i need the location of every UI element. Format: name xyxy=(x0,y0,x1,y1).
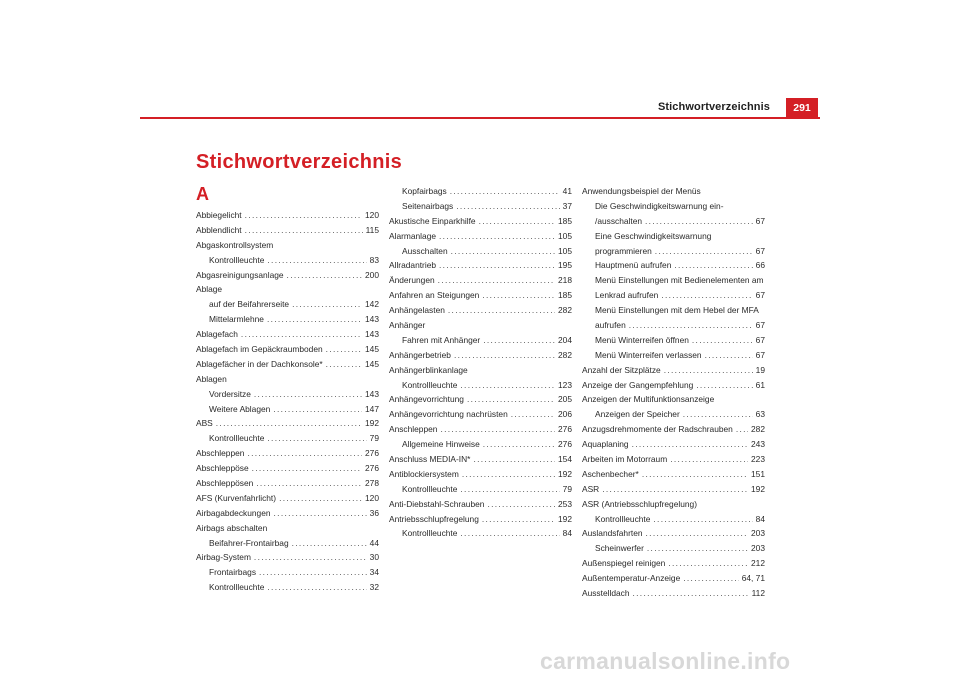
index-entry-page: 145 xyxy=(365,358,379,369)
index-entry xyxy=(389,318,572,333)
dot-leader xyxy=(479,214,555,229)
dot-leader xyxy=(216,416,362,431)
index-entry-page: 123 xyxy=(558,379,572,390)
index-entry-text: Hauptmenü aufrufen xyxy=(595,260,672,271)
index-entry-text: ASR xyxy=(582,483,600,494)
index-entry-text: Abschleppen xyxy=(196,448,245,459)
index-entry-text: ASR (Antriebsschlupfregelung) xyxy=(582,498,697,509)
index-entry-page: 67 xyxy=(755,215,765,226)
index-entry xyxy=(196,446,379,461)
index-entry-page: 147 xyxy=(365,403,379,414)
index-entry xyxy=(389,512,572,527)
index-entry-text: Abschleppösen xyxy=(196,478,254,489)
index-entry xyxy=(582,273,765,288)
index-entry-page: 203 xyxy=(751,543,765,554)
index-entry-text: Beifahrer-Frontairbag xyxy=(209,537,289,548)
index-entry-page: 253 xyxy=(558,498,572,509)
index-entry xyxy=(582,318,765,333)
index-entry-page: 79 xyxy=(562,483,572,494)
index-entry-text: Anzeigen der Multifunktionsanzeige xyxy=(582,394,715,405)
index-entry xyxy=(389,273,572,288)
index-entry-page: 63 xyxy=(755,409,765,420)
index-entry xyxy=(582,512,765,527)
index-entry-text: Airbag-System xyxy=(196,552,251,563)
index-entry-text: Ablagefach xyxy=(196,329,238,340)
index-entry-page: 61 xyxy=(755,379,765,390)
index-entry-text: Anzugsdrehmomente der Radschrauben xyxy=(582,424,733,435)
index-entry xyxy=(389,467,572,482)
index-entry xyxy=(389,333,572,348)
index-entry xyxy=(582,392,765,407)
index-entry xyxy=(389,437,572,452)
dot-leader xyxy=(642,467,748,482)
index-entry-text: aufrufen xyxy=(595,320,626,331)
dot-leader xyxy=(267,253,366,268)
index-entry-text: Abblendlicht xyxy=(196,224,242,235)
index-entry-page: 212 xyxy=(751,558,765,569)
index-entry xyxy=(196,476,379,491)
index-entry-page: 112 xyxy=(751,588,765,599)
index-entry-page: 276 xyxy=(365,463,379,474)
index-entry-page: 143 xyxy=(365,388,379,399)
index-entry-page: 32 xyxy=(369,582,379,593)
index-entry-text: Die Geschwindigkeitswarnung ein- xyxy=(595,200,724,211)
index-entry-text: Anzeigen der Speicher xyxy=(595,409,680,420)
dot-leader xyxy=(267,431,366,446)
dot-leader xyxy=(674,258,752,273)
index-entry xyxy=(389,407,572,422)
dot-leader xyxy=(438,273,555,288)
index-entry-page: 192 xyxy=(365,418,379,429)
index-entry xyxy=(196,536,379,551)
dot-leader xyxy=(440,422,555,437)
index-entry xyxy=(196,387,379,402)
dot-leader xyxy=(683,407,753,422)
index-entry xyxy=(389,184,572,199)
dot-leader xyxy=(632,437,748,452)
index-entry xyxy=(196,357,379,372)
index-entry-text: Kontrollleuchte xyxy=(209,582,265,593)
index-entry-page: 143 xyxy=(365,329,379,340)
index-entry xyxy=(196,268,379,283)
index-entry-page: 185 xyxy=(558,290,572,301)
index-entry-text: Aquaplaning xyxy=(582,439,629,450)
index-entry xyxy=(582,467,765,482)
index-entry-page: 205 xyxy=(558,394,572,405)
index-entry-text: Anwendungsbeispiel der Menüs xyxy=(582,186,701,196)
index-entry-text: Frontairbags xyxy=(209,567,257,578)
dot-leader xyxy=(696,378,752,393)
index-entry-page: 67 xyxy=(755,245,765,256)
index-entry-text: Antiblockiersystem xyxy=(389,468,459,479)
index-entry-page: 41 xyxy=(562,186,572,196)
dot-leader xyxy=(655,244,753,259)
index-entry-page: 120 xyxy=(365,210,379,220)
dot-leader xyxy=(633,586,749,601)
index-entry-page: 195 xyxy=(558,260,572,271)
index-entry-page: 83 xyxy=(369,254,379,265)
index-entry xyxy=(196,402,379,417)
dot-leader xyxy=(646,526,748,541)
index-entry-text: Außentemperatur-Anzeige xyxy=(582,573,681,584)
index-entry xyxy=(389,214,572,229)
index-entry-page: 203 xyxy=(751,528,765,539)
dot-leader xyxy=(456,199,559,214)
dot-leader xyxy=(259,565,367,580)
index-entry-page: 67 xyxy=(755,349,765,360)
index-entry-page: 30 xyxy=(369,552,379,563)
dot-leader xyxy=(267,580,366,595)
index-entry xyxy=(582,437,765,452)
index-entry-page: 84 xyxy=(755,513,765,524)
watermark-text: carmanualsonline.info xyxy=(540,648,791,674)
dot-leader xyxy=(326,342,362,357)
index-entry-text: Anzeige der Gangempfehlung xyxy=(582,379,694,390)
index-entry-text: Airbagabdeckungen xyxy=(196,507,271,518)
index-entry-text: Abbiegelicht xyxy=(196,210,242,220)
dot-leader xyxy=(450,184,560,199)
index-entry-page: 115 xyxy=(365,224,379,235)
dot-leader xyxy=(473,452,555,467)
dot-leader xyxy=(511,407,555,422)
index-entry-text: Menü Winterreifen öffnen xyxy=(595,334,689,345)
dot-leader xyxy=(664,363,753,378)
index-entry-text: Allgemeine Hinweise xyxy=(402,439,480,450)
index-entry-page: 218 xyxy=(558,275,572,286)
index-entry-text: Abgaskontrollsystem xyxy=(196,239,274,250)
index-entry xyxy=(196,506,379,521)
index-entry xyxy=(389,497,572,512)
dot-leader xyxy=(292,536,367,551)
index-entry xyxy=(582,214,765,229)
index-entry xyxy=(196,580,379,595)
index-entry-page: 276 xyxy=(365,448,379,459)
index-entry-page: 34 xyxy=(369,567,379,578)
dot-leader xyxy=(451,244,555,259)
index-entry-text: Arbeiten im Motorraum xyxy=(582,454,668,465)
dot-leader xyxy=(602,482,748,497)
dot-leader xyxy=(241,327,362,342)
index-entry xyxy=(196,238,379,253)
dot-leader xyxy=(247,446,362,461)
dot-leader xyxy=(683,571,738,586)
index-entry-page: 200 xyxy=(365,269,379,280)
index-entry-text: Kontrollleuchte xyxy=(209,433,265,444)
dot-leader xyxy=(454,348,555,363)
dot-leader xyxy=(256,476,362,491)
index-entry xyxy=(196,550,379,565)
index-entry-text: Aschenbecher* xyxy=(582,468,639,479)
index-entry-text: Scheinwerfer xyxy=(595,543,644,554)
index-entry-text: Menü Einstellungen mit dem Hebel der MFA xyxy=(595,305,759,316)
index-entry xyxy=(582,526,765,541)
index-entry-page: 276 xyxy=(558,424,572,435)
index-entry-text: Anschleppen xyxy=(389,424,438,435)
dot-leader xyxy=(482,288,555,303)
index-entry-page: 84 xyxy=(562,528,572,539)
dot-leader xyxy=(670,452,748,467)
index-entry-page: 282 xyxy=(558,305,572,316)
index-entry-page: 19 xyxy=(755,364,765,375)
index-entry xyxy=(582,556,765,571)
index-entry-page: 192 xyxy=(558,468,572,479)
index-entry-text: Anhängevorrichtung xyxy=(389,394,464,405)
index-entry xyxy=(389,199,572,214)
dot-leader xyxy=(254,387,362,402)
dot-leader xyxy=(460,482,559,497)
index-entry-text: Airbags abschalten xyxy=(196,522,268,533)
index-entry xyxy=(196,431,379,446)
index-entry-page: 67 xyxy=(755,334,765,345)
index-entry xyxy=(582,244,765,259)
index-entry-text: Anhängerbetrieb xyxy=(389,349,451,360)
index-entry xyxy=(196,342,379,357)
index-entry-page: 64, 71 xyxy=(741,573,765,584)
index-entry-text: Anzahl der Sitzplätze xyxy=(582,364,661,375)
dot-leader xyxy=(647,541,748,556)
index-entry xyxy=(582,422,765,437)
dot-leader xyxy=(692,333,753,348)
index-entry-text: Menü Einstellungen mit Bedienelementen am xyxy=(595,275,764,286)
index-entry-text: Anhänger xyxy=(389,320,426,331)
index-entry-page: 79 xyxy=(369,433,379,444)
index-entry-text: Kontrollleuchte xyxy=(402,483,458,494)
index-column-3 xyxy=(582,184,765,601)
dot-leader xyxy=(254,550,367,565)
index-entry-page: 142 xyxy=(365,299,379,310)
index-column-1 xyxy=(196,208,379,595)
dot-leader xyxy=(274,506,367,521)
dot-leader xyxy=(482,512,555,527)
index-entry xyxy=(582,363,765,378)
index-entry-page: 204 xyxy=(558,334,572,345)
index-entry-page: 37 xyxy=(562,200,572,211)
index-entry-page: 145 xyxy=(365,344,379,355)
index-entry xyxy=(389,482,572,497)
index-entry-text: Kontrollleuchte xyxy=(402,379,458,390)
dot-leader xyxy=(439,258,555,273)
index-entry xyxy=(196,372,379,387)
index-entry xyxy=(196,208,379,223)
index-entry xyxy=(582,333,765,348)
dot-leader xyxy=(245,223,363,238)
index-entry xyxy=(389,363,572,378)
index-entry xyxy=(389,378,572,393)
index-entry xyxy=(389,526,572,541)
dot-leader xyxy=(462,467,555,482)
index-entry xyxy=(582,497,765,512)
index-entry-page: 36 xyxy=(369,507,379,518)
index-entry xyxy=(582,229,765,244)
dot-leader xyxy=(705,348,753,363)
index-entry xyxy=(389,288,572,303)
index-entry xyxy=(196,565,379,580)
index-entry xyxy=(196,491,379,506)
index-entry xyxy=(196,461,379,476)
index-entry-text: Lenkrad aufrufen xyxy=(595,290,659,301)
dot-leader xyxy=(736,422,748,437)
index-entry-text: Auslandsfahrten xyxy=(582,528,643,539)
index-entry-text: Allradantrieb xyxy=(389,260,437,271)
index-entry-page: 67 xyxy=(755,320,765,331)
index-entry-page: 66 xyxy=(755,260,765,271)
index-entry-page: 278 xyxy=(365,478,379,489)
index-entry-text: Menü Winterreifen verlassen xyxy=(595,349,702,360)
index-entry-page: 105 xyxy=(558,230,572,241)
index-entry xyxy=(582,378,765,393)
index-entry-page: 206 xyxy=(558,409,572,420)
index-entry xyxy=(389,392,572,407)
index-entry xyxy=(196,253,379,268)
index-entry xyxy=(582,452,765,467)
index-entry xyxy=(582,303,765,318)
index-entry-text: Anti-Diebstahl-Schrauben xyxy=(389,498,485,509)
dot-leader xyxy=(273,402,362,417)
index-entry-page: 105 xyxy=(558,245,572,256)
index-entry-text: Kontrollleuchte xyxy=(209,254,265,265)
index-entry-text: /ausschalten xyxy=(595,215,643,226)
index-entry xyxy=(389,303,572,318)
index-entry-page: 151 xyxy=(751,468,765,479)
index-entry xyxy=(582,541,765,556)
index-entry xyxy=(196,416,379,431)
index-entry-text: Ablage xyxy=(196,284,223,295)
dot-leader xyxy=(645,214,753,229)
index-entry xyxy=(582,571,765,586)
index-entry xyxy=(582,407,765,422)
dot-leader xyxy=(267,312,362,327)
index-column-2 xyxy=(389,184,572,541)
dot-leader xyxy=(661,288,752,303)
dot-leader xyxy=(287,268,362,283)
index-entry-text: Ablagen xyxy=(196,373,227,384)
index-entry xyxy=(582,586,765,601)
index-entry-page: 192 xyxy=(558,513,572,524)
index-entry-text: Außenspiegel reinigen xyxy=(582,558,666,569)
header-divider xyxy=(140,117,820,119)
dot-leader xyxy=(292,297,362,312)
index-entry-page: 276 xyxy=(558,439,572,450)
dot-leader xyxy=(245,208,362,223)
index-entry-text: Ablagefach im Gepäckraumboden xyxy=(196,344,323,355)
index-entry-text: Eine Geschwindigkeitswarnung xyxy=(595,230,712,241)
index-entry-text: Anhängevorrichtung nachrüsten xyxy=(389,409,508,420)
index-entry xyxy=(582,288,765,303)
index-entry xyxy=(196,327,379,342)
index-entry-text: Kopfairbags xyxy=(402,186,447,196)
index-entry-page: 44 xyxy=(369,537,379,548)
dot-leader xyxy=(448,303,555,318)
index-entry xyxy=(582,184,765,199)
dot-leader xyxy=(487,497,555,512)
index-entry-page: 67 xyxy=(755,290,765,301)
dot-leader xyxy=(252,461,362,476)
index-entry-text: Ausschalten xyxy=(402,245,448,256)
index-entry-text: Weitere Ablagen xyxy=(209,403,271,414)
index-entry-text: Ausstelldach xyxy=(582,588,630,599)
index-entry-text: Änderungen xyxy=(389,275,435,286)
dot-leader xyxy=(653,512,752,527)
dot-leader xyxy=(460,526,559,541)
index-entry xyxy=(196,223,379,238)
index-entry-text: Anhängerblinkanlage xyxy=(389,364,468,375)
index-entry xyxy=(582,348,765,363)
index-entry-page: 192 xyxy=(751,483,765,494)
index-entry-text: Akustische Einparkhilfe xyxy=(389,215,476,226)
index-entry-text: programmieren xyxy=(595,245,652,256)
index-entry-text: AFS (Kurvenfahrlicht) xyxy=(196,492,277,503)
index-entry xyxy=(196,521,379,536)
index-entry xyxy=(582,199,765,214)
index-entry-text: Anhängelasten xyxy=(389,305,445,316)
index-entry xyxy=(582,482,765,497)
letter-heading: A xyxy=(196,184,209,204)
index-entry-text: Alarmanlage xyxy=(389,230,437,241)
index-entry-page: 282 xyxy=(558,349,572,360)
index-entry-page: 154 xyxy=(558,454,572,465)
page-number-badge: 291 xyxy=(786,98,818,117)
index-entry xyxy=(389,244,572,259)
index-title: Stichwortverzeichnis xyxy=(196,151,403,173)
index-entry-text: Kontrollleuchte xyxy=(402,528,458,539)
dot-leader xyxy=(668,556,748,571)
index-entry-text: Antriebsschlupfregelung xyxy=(389,513,479,524)
index-entry-text: Mittelarmlehne xyxy=(209,314,264,325)
dot-leader xyxy=(279,491,362,506)
index-entry-text: ABS xyxy=(196,418,213,429)
index-entry-text: Fahren mit Anhänger xyxy=(402,334,481,345)
dot-leader xyxy=(460,378,555,393)
index-entry xyxy=(389,348,572,363)
dot-leader xyxy=(326,357,362,372)
index-entry-page: 143 xyxy=(365,314,379,325)
index-entry-page: 282 xyxy=(751,424,765,435)
dot-leader xyxy=(467,392,555,407)
index-entry-page: 243 xyxy=(751,439,765,450)
index-entry-text: Vordersitze xyxy=(209,388,251,399)
index-entry-text: Abgasreinigungsanlage xyxy=(196,269,284,280)
index-entry-text: Kontrollleuchte xyxy=(595,513,651,524)
index-entry xyxy=(582,258,765,273)
index-entry xyxy=(389,452,572,467)
index-entry-page: 185 xyxy=(558,215,572,226)
index-entry-page: 120 xyxy=(365,492,379,503)
index-entry-text: Ablagefächer in der Dachkonsole* xyxy=(196,358,323,369)
index-entry xyxy=(389,422,572,437)
index-entry-text: Anfahren an Steigungen xyxy=(389,290,480,301)
index-entry-text: Abschleppöse xyxy=(196,463,249,474)
dot-leader xyxy=(483,437,555,452)
index-entry-text: Anschluss MEDIA-IN* xyxy=(389,454,471,465)
dot-leader xyxy=(629,318,753,333)
dot-leader xyxy=(483,333,555,348)
index-entry xyxy=(196,282,379,297)
dot-leader xyxy=(439,229,555,244)
header-title: Stichwortverzeichnis xyxy=(657,101,770,113)
index-entry xyxy=(196,297,379,312)
index-entry-page: 223 xyxy=(751,454,765,465)
index-entry xyxy=(389,258,572,273)
index-entry xyxy=(389,229,572,244)
index-entry-text: auf der Beifahrerseite xyxy=(209,299,290,310)
index-entry xyxy=(196,312,379,327)
index-entry-text: Seitenairbags xyxy=(402,200,454,211)
